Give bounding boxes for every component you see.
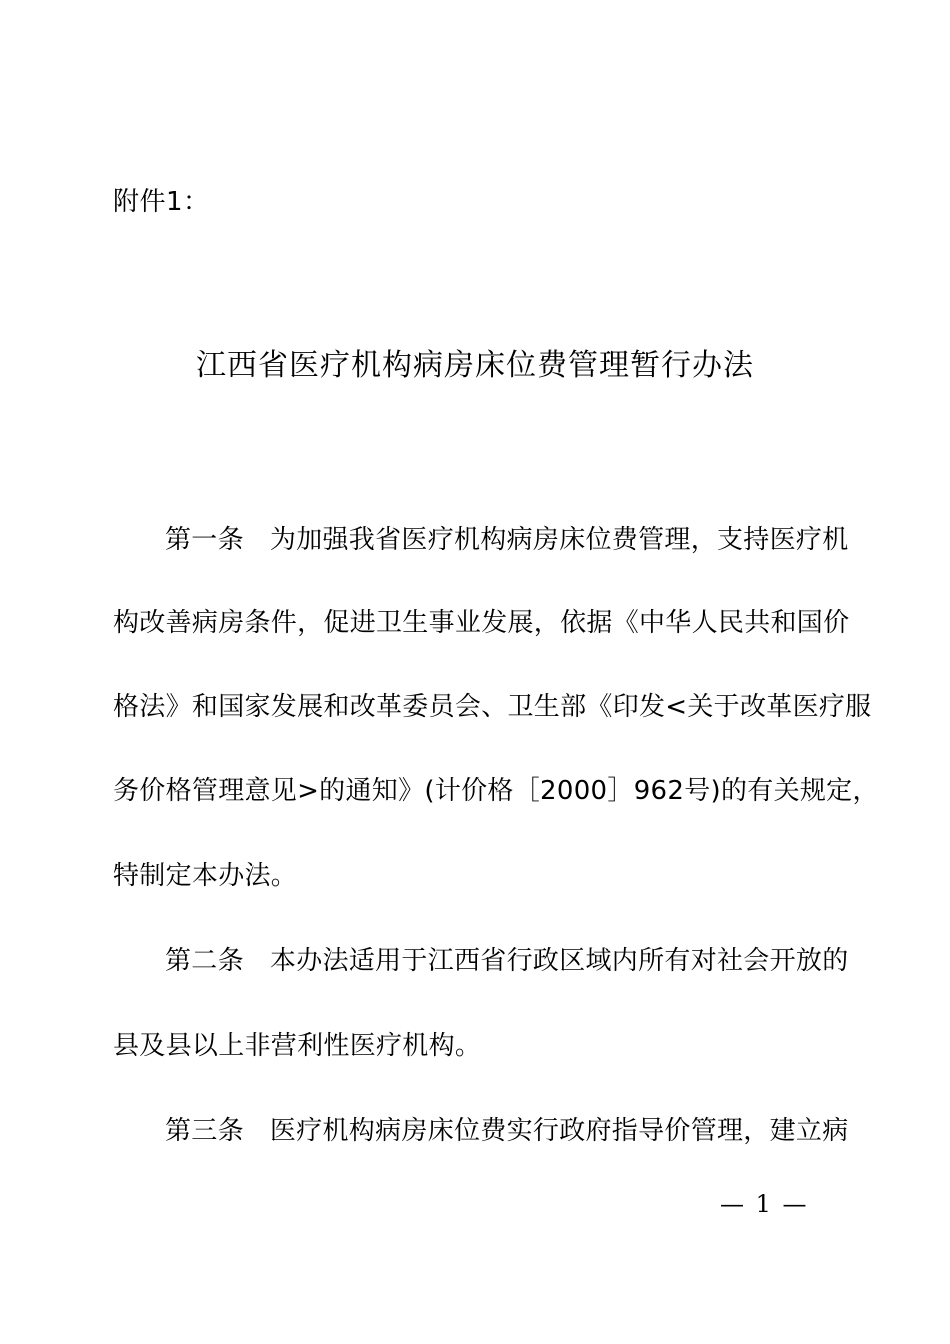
article-3-number: 第三条 (165, 1116, 244, 1146)
article-1-number: 第一条 (165, 525, 244, 555)
page-number: — 1 — (720, 1190, 809, 1218)
article-1-first-line (165, 520, 855, 560)
article-2-line-2: 县及县以上非营利性医疗机构。 (113, 1031, 482, 1061)
document-title: 江西省医疗机构病房床位费管理暂行办法 (196, 348, 754, 383)
article-3-text: 医疗机构病房床位费实行政府指导价管理，建立病 (269, 1116, 849, 1146)
article-3-first-line (165, 1111, 855, 1151)
article-2-number: 第二条 (165, 946, 244, 976)
article-1-line-5: 特制定本办法。 (113, 861, 298, 891)
article-1-line-2: 构改善病房条件，促进卫生事业发展，依据《中华人民共和国价 (113, 608, 850, 638)
attachment-label: 附件1： (113, 187, 210, 217)
article-2-first-line (165, 941, 855, 981)
article-1-line-4: 务价格管理意见>的通知》(计价格［2000］962号)的有关规定， (113, 776, 879, 806)
article-2-text: 本办法适用于江西省行政区域内所有对社会开放的 (269, 946, 849, 976)
article-1-line-3: 格法》和国家发展和改革委员会、卫生部《印发<关于改革医疗服 (113, 692, 872, 722)
article-1-text: 为加强我省医疗机构病房床位费管理，支持医疗机 (269, 525, 849, 555)
